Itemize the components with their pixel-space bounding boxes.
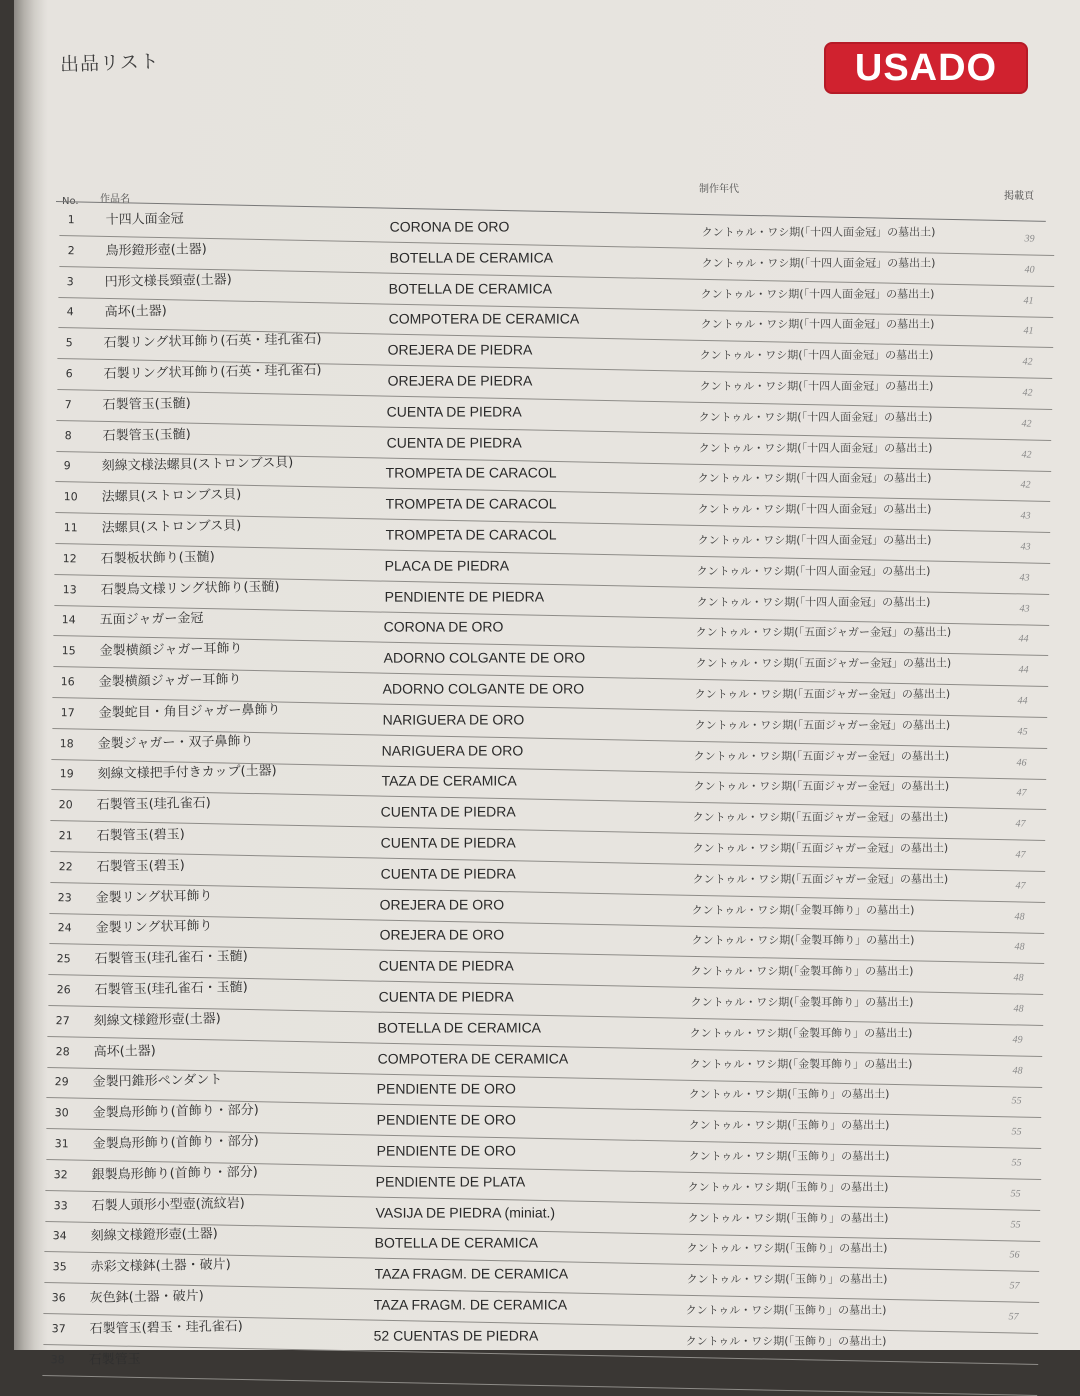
row-number: 19 (59, 767, 74, 781)
row-number: 22 (58, 859, 73, 874)
item-name-japanese: 鳥形鐙形壺(土器) (105, 241, 207, 259)
item-name-spanish: PENDIENTE DE ORO (376, 1111, 516, 1128)
row-number: 30 (54, 1106, 69, 1120)
row-number: 29 (54, 1075, 70, 1089)
item-name-spanish: CUENTA DE PIEDRA (380, 865, 516, 882)
item-period: クントゥル・ワシ期(「十四人面金冠」の墓出土) (697, 533, 931, 547)
item-page: 48 (1014, 941, 1025, 953)
item-page: 44 (1018, 664, 1029, 676)
item-period: クントゥル・ワシ期(「金製耳飾り」の墓出土) (689, 1026, 913, 1040)
item-name-spanish: CUENTA DE PIEDRA (378, 988, 514, 1005)
item-period: クントゥル・ワシ期(「十四人面金冠」の墓出土) (701, 225, 936, 239)
item-period: クントゥル・ワシ期(「金製耳飾り」の墓出土) (690, 995, 914, 1009)
item-page: 47 (1016, 787, 1027, 799)
item-page: 42 (1022, 387, 1033, 399)
item-period: クントゥル・ワシ期(「十四人面金冠」の墓出土) (698, 410, 933, 424)
item-name-japanese: 金製蛇目・角目ジャガー鼻飾り (98, 702, 281, 721)
row-number: 15 (61, 644, 76, 658)
row-number: 10 (63, 490, 78, 504)
item-name-spanish: BOTELLA DE CERAMICA (389, 249, 553, 266)
row-number: 13 (62, 582, 77, 597)
item-page: 44 (1017, 695, 1028, 707)
item-name-japanese: 赤彩文様鉢(土器・破片) (90, 1257, 231, 1276)
item-page: 44 (1018, 633, 1029, 645)
item-name-spanish: NARIGUERA DE ORO (381, 742, 524, 759)
row-number: 31 (54, 1137, 69, 1151)
row-number: 12 (62, 551, 77, 566)
item-name-japanese: 刻線文様把手付きカップ(土器) (97, 764, 277, 783)
item-period: クントゥル・ワシ期(「金製耳飾り」の墓出土) (691, 903, 915, 917)
item-page: 55 (1010, 1157, 1022, 1169)
item-name-japanese: 刻線文様鐙形壺(土器) (90, 1226, 219, 1245)
row-number: 14 (61, 613, 76, 627)
item-name-spanish: TROMPETA DE CARACOL (385, 495, 557, 512)
item-page: 42 (1020, 479, 1032, 491)
item-name-spanish: NARIGUERA DE ORO (382, 711, 525, 728)
item-name-japanese: 灰色鉢(土器・破片) (89, 1288, 205, 1306)
item-period: クントゥル・ワシ期(「金製耳飾り」の墓出土) (691, 934, 915, 948)
item-name-japanese: 金製ジャガー・双子鼻飾り (97, 733, 254, 752)
item-page: 57 (1008, 1311, 1019, 1323)
item-name-spanish: OREJERA DE ORO (379, 896, 505, 913)
item-name-japanese: 石製管玉(珪孔雀石) (96, 796, 212, 814)
item-name-spanish: PENDIENTE DE PLATA (375, 1173, 526, 1190)
item-name-japanese: 石製リング状耳飾り(石英・珪孔雀石) (103, 332, 322, 352)
item-period: クントゥル・ワシ期(「五面ジャガー金冠」の墓出土) (695, 656, 951, 671)
item-period: クントゥル・ワシ期(「五面ジャガー金冠」の墓出土) (695, 626, 952, 640)
item-name-japanese: 石製鳥文様リング状飾り(玉髄) (100, 579, 280, 598)
item-period: クントゥル・ワシ期(「金製耳飾り」の墓出土) (689, 1057, 913, 1071)
item-name-spanish: COMPOTERA DE CERAMICA (388, 310, 579, 328)
item-name-spanish: BOTELLA DE CERAMICA (377, 1019, 542, 1036)
item-page: 41 (1023, 325, 1034, 337)
usado-badge: USADO (824, 42, 1028, 94)
row-number: 38 (50, 1352, 66, 1367)
item-page: 48 (1013, 972, 1024, 984)
row-number: 17 (60, 705, 75, 720)
item-name-spanish: PENDIENTE DE ORO (376, 1142, 516, 1159)
item-name-spanish: CUENTA DE PIEDRA (378, 957, 514, 974)
item-name-japanese: 高坏(土器) (104, 304, 167, 321)
item-name-spanish: OREJERA DE ORO (379, 926, 504, 944)
item-name-japanese: 金製鳥形飾り(首飾り・部分) (92, 1103, 259, 1122)
item-name-japanese: 金製リング状耳飾り (95, 888, 213, 906)
row-number: 27 (55, 1013, 71, 1028)
item-period: クントゥル・ワシ期(「玉飾り」の墓出土) (687, 1211, 888, 1225)
item-period: クントゥル・ワシ期(「玉飾り」の墓出土) (687, 1180, 889, 1194)
row-number: 33 (53, 1198, 68, 1213)
row-number: 35 (52, 1260, 67, 1274)
item-period: クントゥル・ワシ期(「十四人面金冠」の墓出土) (698, 441, 933, 455)
row-number: 4 (66, 305, 74, 319)
item-period: クントゥル・ワシ期(「十四人面金冠」の墓出土) (696, 595, 930, 609)
row-number: 24 (57, 921, 72, 935)
item-name-japanese: 石製管玉(碧玉) (96, 858, 185, 875)
row-number: 16 (60, 675, 76, 689)
item-name-spanish: PLACA DE PIEDRA (384, 557, 510, 574)
item-name-spanish: OREJERA DE PIEDRA (387, 372, 533, 389)
item-name-japanese: 石製管玉(碧玉) (96, 827, 185, 844)
item-name-spanish: BOTELLA DE CERAMICA (388, 280, 553, 297)
item-name-japanese: 石製リング状耳飾り(石英・珪孔雀石) (103, 362, 322, 382)
row-number: 20 (59, 798, 74, 812)
item-period: クントゥル・ワシ期(「金製耳飾り」の墓出土) (690, 964, 914, 979)
item-period: クントゥル・ワシ期(「十四人面金冠」の墓出土) (696, 564, 931, 578)
item-name-japanese: 金製円錐形ペンダント (92, 1072, 223, 1091)
item-period: クントゥル・ワシ期(「玉飾り」の墓出土) (686, 1272, 888, 1287)
item-period: クントゥル・ワシ期(「十四人面金冠」の墓出土) (697, 472, 932, 486)
item-page: 49 (1012, 1034, 1023, 1046)
item-name-spanish: CUENTA DE PIEDRA (380, 834, 516, 851)
item-name-japanese: 法螺貝(ストロンブス貝) (101, 487, 242, 506)
item-page: 55 (1011, 1126, 1022, 1138)
item-page: 47 (1015, 849, 1026, 861)
row-number: 11 (63, 521, 78, 535)
row-number: 6 (65, 367, 73, 381)
item-page: 42 (1021, 418, 1032, 430)
item-name-spanish: OREJERA DE PIEDRA (387, 341, 533, 358)
row-number: 37 (51, 1321, 66, 1336)
item-period: クントゥル・ワシ期(「十四人面金冠」の墓出土) (699, 379, 934, 393)
item-name-japanese: 石製人頭形小型壺(流紋岩) (91, 1195, 245, 1214)
item-page: 46 (1016, 756, 1027, 769)
item-period: クントゥル・ワシ期(「玉飾り」の墓出土) (688, 1118, 890, 1133)
item-period: クントゥル・ワシ期(「玉飾り」の墓出土) (686, 1242, 888, 1256)
item-page: 48 (1014, 910, 1025, 923)
row-number: 32 (53, 1167, 68, 1182)
item-period: クントゥル・ワシ期(「五面ジャガー金冠」の墓出土) (692, 841, 949, 855)
item-page: 43 (1018, 602, 1030, 615)
item-name-japanese: 刻線文様鐙形壺(土器) (93, 1011, 222, 1029)
item-name-spanish: PENDIENTE DE PIEDRA (384, 588, 544, 605)
item-name-spanish: TAZA FRAGM. DE CERAMICA (373, 1296, 568, 1313)
item-name-spanish: TROMPETA DE CARACOL (386, 464, 557, 482)
item-period: クントゥル・ワシ期(「十四人面金冠」の墓出土) (699, 348, 934, 363)
item-page: 42 (1021, 448, 1032, 461)
header-period: 制作年代 (699, 184, 739, 195)
item-name-japanese: 石製管玉(珪孔雀石・玉髄) (94, 980, 248, 998)
item-name-japanese: 石製管玉(玉髄) (102, 426, 191, 444)
item-period: クントゥル・ワシ期(「玉飾り」の墓出土) (688, 1088, 890, 1102)
catalog-page (14, 0, 1080, 1368)
item-name-japanese: 石製管玉(珪孔雀石・玉髄) (94, 949, 249, 968)
item-name-spanish: CUENTA DE PIEDRA (386, 434, 522, 451)
row-number: 21 (58, 829, 73, 843)
item-page: 47 (1015, 818, 1027, 830)
row-number: 34 (52, 1229, 67, 1243)
header-page: 掲載頁 (1004, 191, 1034, 202)
item-name-spanish: CORONA DE ORO (389, 218, 510, 235)
item-page: 41 (1023, 294, 1034, 307)
row-number: 36 (51, 1291, 67, 1305)
item-name-japanese: 石製管玉 (88, 1351, 142, 1368)
row-number: 5 (65, 336, 74, 350)
item-page: 43 (1020, 510, 1031, 522)
item-page: 48 (1013, 1003, 1024, 1015)
item-page: 43 (1019, 541, 1031, 553)
item-page: 55 (1010, 1188, 1021, 1200)
item-name-spanish: CUENTA DE PIEDRA (386, 403, 523, 420)
item-period: クントゥル・ワシ期(「五面ジャガー金冠」の墓出土) (692, 872, 948, 886)
item-page: 55 (1009, 1218, 1021, 1231)
item-period: クントゥル・ワシ期(「十四人面金冠」の墓出土) (697, 502, 932, 517)
row-number: 3 (66, 274, 74, 288)
item-period: クントゥル・ワシ期(「五面ジャガー金冠」の墓出土) (693, 749, 950, 763)
item-page: 48 (1012, 1064, 1023, 1077)
item-page: 42 (1022, 356, 1033, 368)
item-page: 40 (1023, 264, 1035, 276)
item-name-spanish: VASIJA DE PIEDRA (miniat.) (375, 1204, 555, 1221)
item-name-spanish: ADORNO COLGANTE DE ORO (382, 680, 585, 697)
item-period: クントゥル・ワシ期(「十四人面金冠」の墓出土) (701, 256, 935, 270)
item-period: クントゥル・ワシ期(「十四人面金冠」の墓出土) (700, 287, 935, 301)
item-page: 47 (1014, 880, 1026, 892)
header-name: 作品名 (100, 194, 130, 205)
row-number: 26 (56, 983, 71, 997)
item-period: クントゥル・ワシ期(「五面ジャガー金冠」の墓出土) (694, 718, 950, 732)
page-title: 出品リスト (59, 50, 161, 76)
row-number: 28 (55, 1044, 70, 1059)
item-period: クントゥル・ワシ期(「玉飾り」の墓出土) (688, 1149, 889, 1163)
row-number: 25 (56, 952, 72, 966)
item-page: 43 (1019, 572, 1030, 584)
item-name-japanese: 法螺貝(ストロンブス貝) (101, 518, 241, 536)
item-name-spanish: CORONA DE ORO (383, 618, 504, 636)
item-name-japanese: 石製板状飾り(玉髄) (100, 549, 216, 567)
row-number: 2 (67, 243, 75, 258)
item-name-japanese: 金製横顔ジャガー耳飾り (98, 672, 242, 690)
item-period: クントゥル・ワシ期(「十四人面金冠」の墓出土) (700, 318, 935, 332)
item-name-spanish: TAZA FRAGM. DE CERAMICA (374, 1265, 568, 1282)
item-name-japanese: 刻線文様法螺貝(ストロンブス貝) (101, 455, 294, 475)
item-period: クントゥル・ワシ期(「五面ジャガー金冠」の墓出土) (694, 687, 951, 701)
item-page: 57 (1009, 1280, 1020, 1292)
item-name-spanish: TAZA DE CERAMICA (381, 772, 517, 790)
item-name-spanish: CUENTA DE PIEDRA (381, 803, 517, 820)
item-name-japanese: 金製鳥形飾り(首飾り・部分) (92, 1133, 259, 1152)
item-period: クントゥル・ワシ期(「玉飾り」の墓出土) (685, 1334, 887, 1348)
item-name-japanese: 高坏(土器) (93, 1043, 156, 1060)
item-name-japanese: 石製管玉(碧玉・珪孔雀石) (89, 1318, 243, 1337)
row-number: 7 (64, 397, 73, 412)
row-number: 9 (63, 459, 72, 473)
item-period: クントゥル・ワシ期(「玉飾り」の墓出土) (685, 1303, 887, 1317)
item-name-japanese: 金製横顔ジャガー耳飾り (99, 641, 243, 660)
exhibit-list-table (14, 0, 1080, 1368)
item-name-spanish: ADORNO COLGANTE DE ORO (383, 649, 585, 666)
item-page: 55 (1011, 1095, 1023, 1107)
item-name-spanish: COMPOTERA DE CERAMICA (377, 1050, 569, 1067)
row-number: 18 (59, 736, 75, 751)
item-name-spanish: PENDIENTE DE ORO (377, 1080, 517, 1098)
item-page: 39 (1024, 233, 1035, 245)
item-name-spanish: TROMPETA DE CARACOL (385, 526, 557, 543)
row-number: 1 (67, 213, 75, 227)
item-name-spanish: 52 CUENTAS DE PIEDRA (373, 1327, 539, 1344)
item-name-spanish: BOTELLA DE CERAMICA (374, 1234, 539, 1252)
item-name-japanese: 円形文様長頸壺(土器) (104, 272, 233, 290)
item-name-japanese: 銀製鳥形飾り(首飾り・部分) (91, 1164, 258, 1183)
item-name-japanese: 石製管玉(玉髄) (102, 396, 192, 413)
item-page: 56 (1009, 1249, 1020, 1261)
item-page: 45 (1017, 726, 1028, 738)
item-period: クントゥル・ワシ期(「五面ジャガー金冠」の墓出土) (693, 810, 949, 825)
item-name-japanese: 十四人面金冠 (105, 211, 184, 228)
row-number: 23 (57, 890, 72, 905)
item-period: クントゥル・ワシ期(「五面ジャガー金冠」の墓出土) (693, 780, 950, 794)
row-number: 8 (64, 428, 72, 442)
item-name-japanese: 金製リング状耳飾り (95, 919, 213, 937)
header-no: No. (62, 196, 79, 207)
item-name-japanese: 五面ジャガー金冠 (99, 611, 204, 629)
